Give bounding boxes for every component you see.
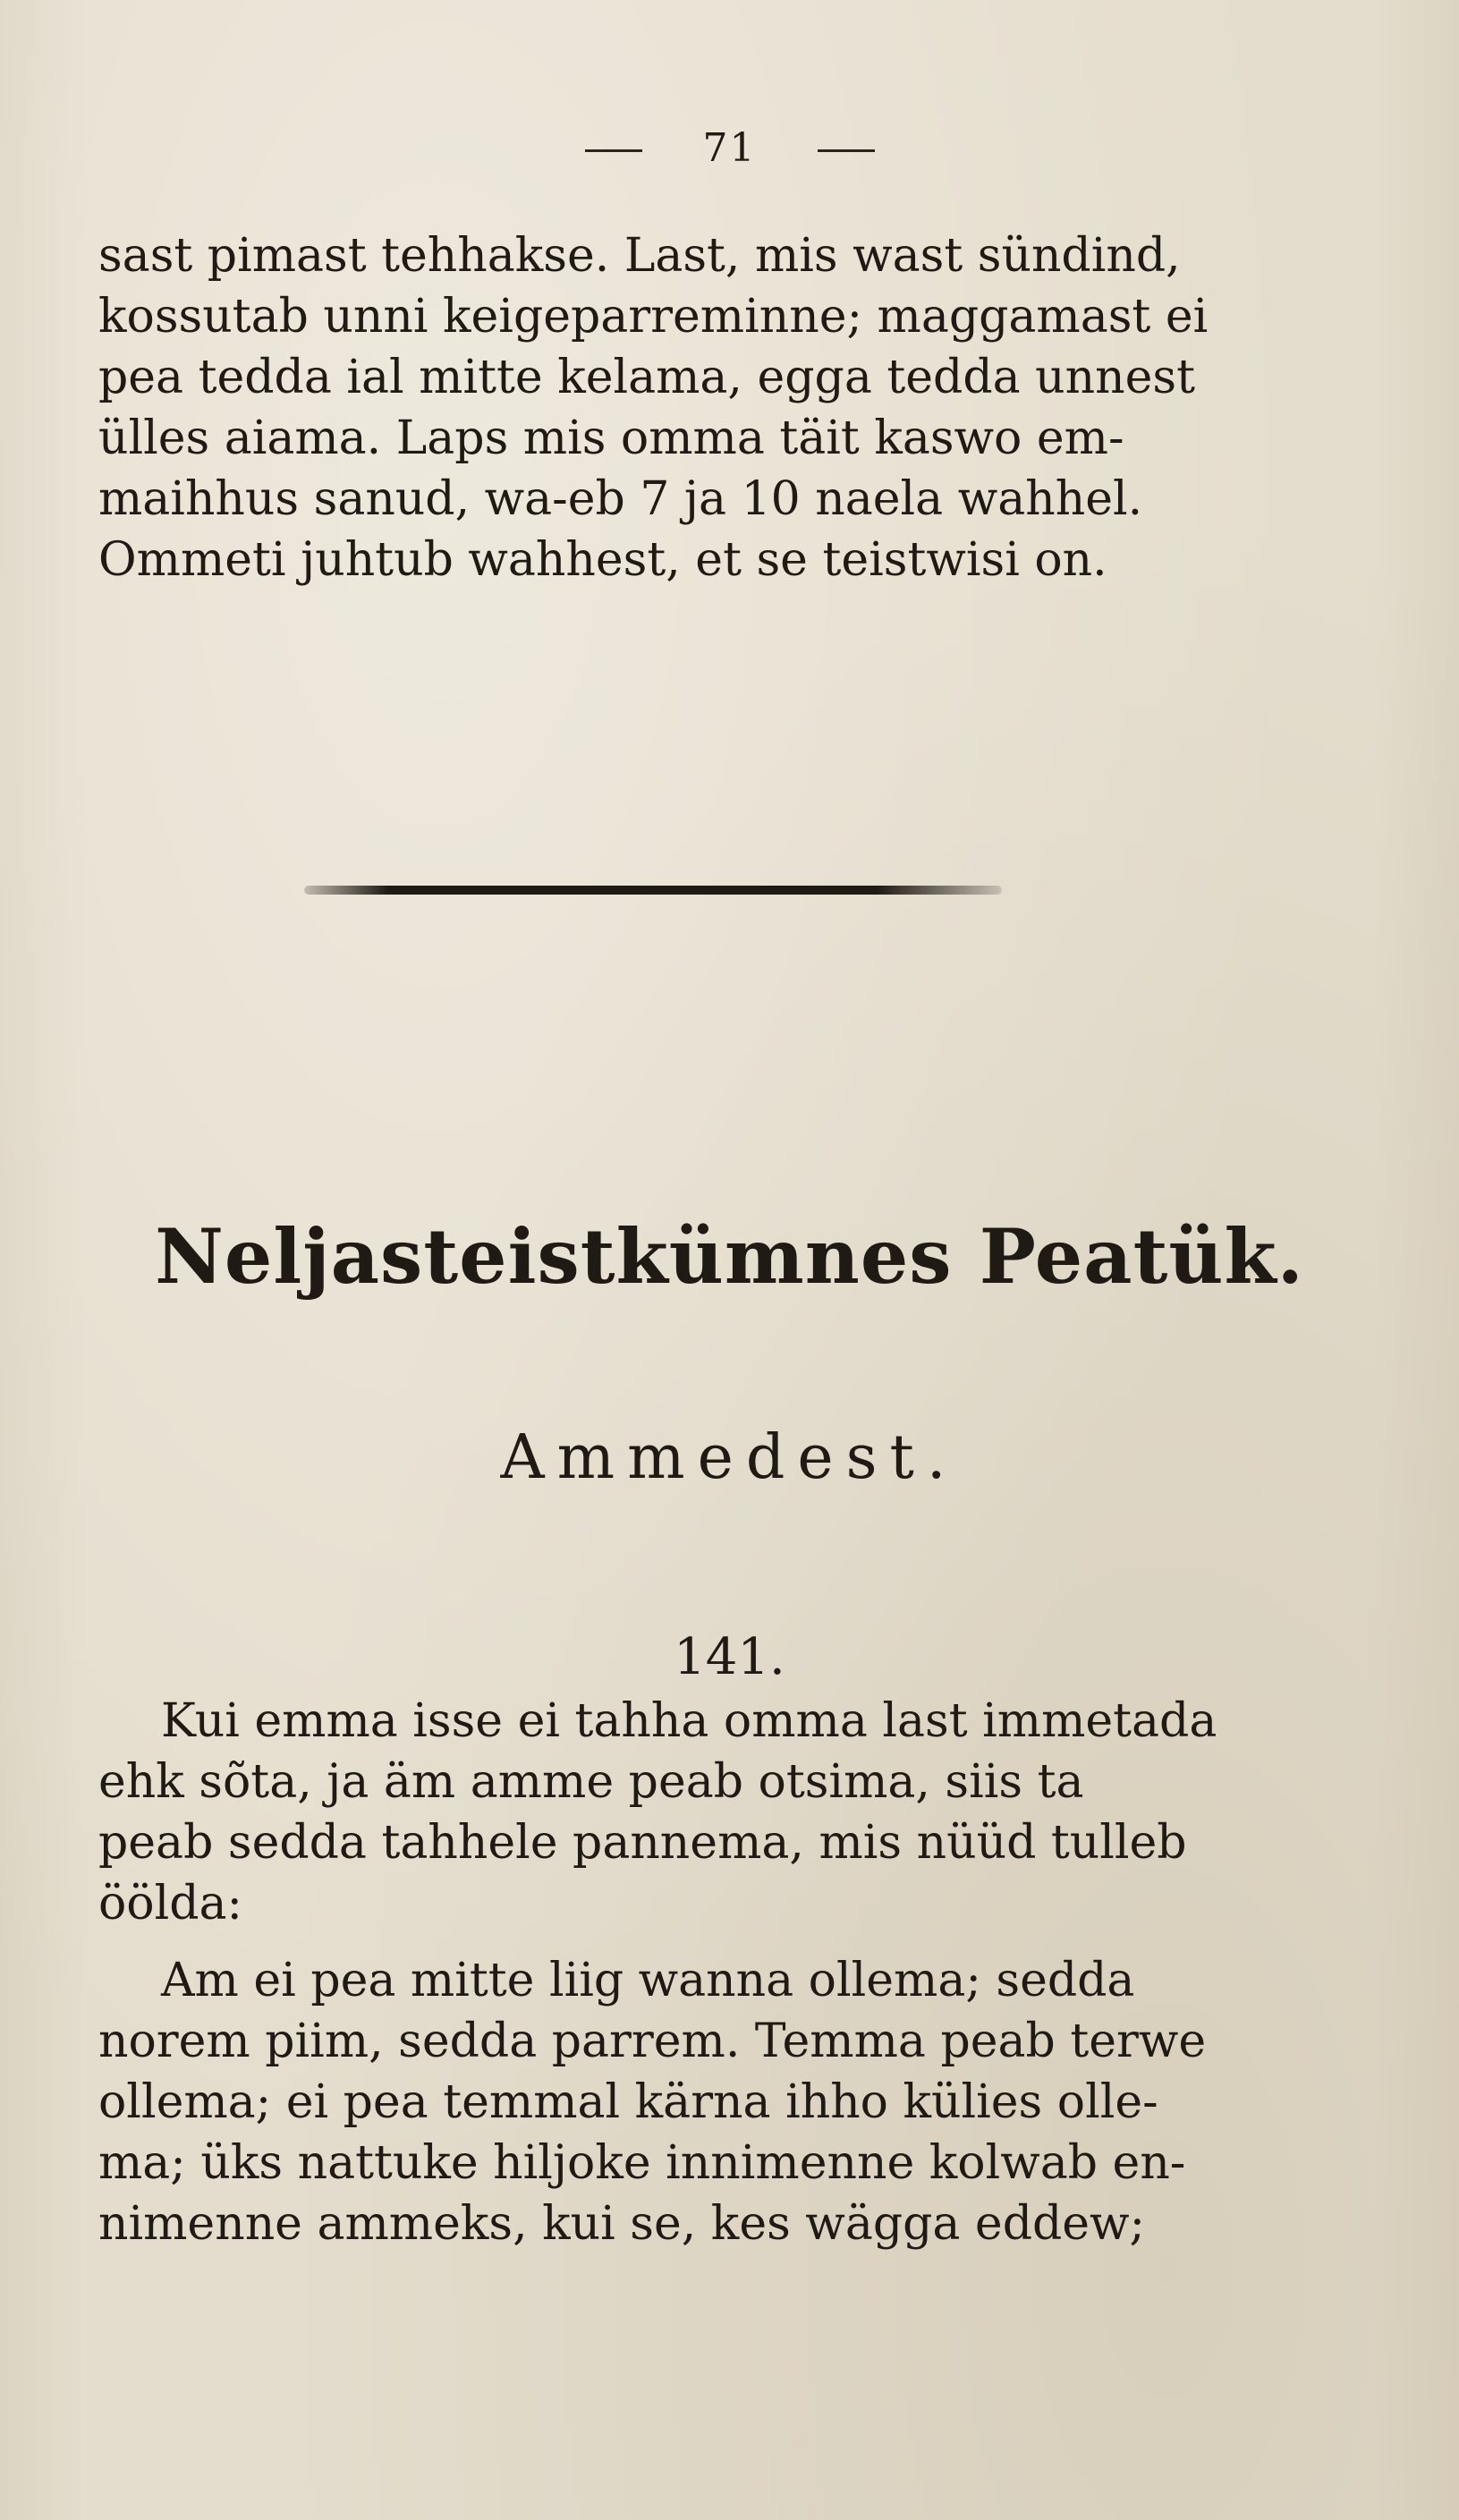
top-paragraph: [98, 225, 1234, 590]
text-line: kossutab unni keigeparreminne; maggamast ei: [98, 290, 1209, 344]
text-line: nimenne ammeks, kui se, kes wägga eddew;: [98, 2197, 1146, 2251]
header-dash-right: [818, 149, 875, 152]
text-line: öölda:: [98, 1877, 243, 1930]
chapter-title: Neljasteistkümnes Peatük.: [155, 1212, 1304, 1301]
section-divider: [304, 886, 1002, 895]
paragraph-141: [98, 1691, 1234, 1934]
text-line: ülles aiama. Laps mis omma täit kaswo em-: [98, 412, 1124, 465]
text-line: norem piim, sedda parrem. Temma peab terwe: [98, 2015, 1207, 2068]
paragraph-continued: [98, 1950, 1234, 2254]
header-dash-left: [585, 149, 642, 152]
page-number: 71: [702, 125, 757, 171]
text-line: ollema; ei pea temmal kärna ihho külies olle-: [98, 2075, 1158, 2129]
section-title: Ammedest.: [500, 1422, 959, 1493]
page-header: [0, 125, 1459, 171]
text-line: Kui emma isse ei tahha omma last immetada: [161, 1694, 1217, 1748]
text-line: peab sedda tahhele pannema, mis nüüd tulleb: [98, 1816, 1187, 1870]
text-line: sast pimast tehhakse. Last, mis wast sündind,: [98, 229, 1181, 283]
text-line: maihhus sanud, wa-eb 7 ja 10 naela wahhel.: [98, 472, 1143, 526]
text-line: Ommeti juhtub wahhest, et se teistwisi on.: [98, 533, 1107, 587]
text-line: pea tedda ial mitte kelama, egga tedda unnest: [98, 351, 1195, 404]
text-line: ehk sõta, ja äm amme peab otsima, siis ta: [98, 1755, 1084, 1809]
text-line: ma; üks nattuke hiljoke innimenne kolwab en-: [98, 2136, 1186, 2190]
paragraph-number: 141.: [674, 1628, 785, 1686]
text-line: Am ei pea mitte liig wanna ollema; sedda: [161, 1954, 1135, 2007]
